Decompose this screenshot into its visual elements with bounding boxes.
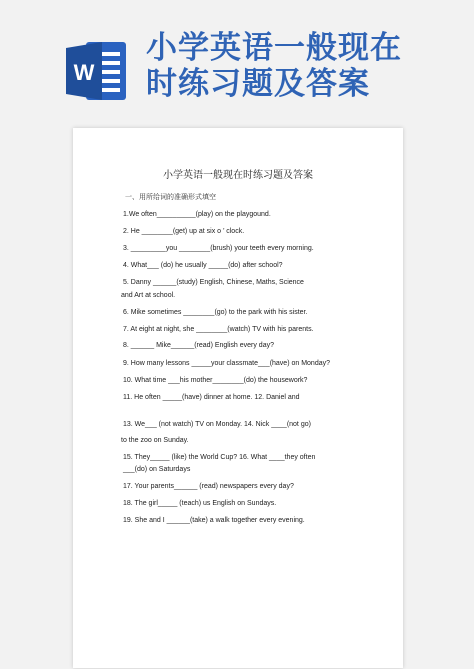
- question-line: 15. They_____ (like) the World Cup? 16. What ____they often: [123, 454, 316, 461]
- document-page: [73, 128, 403, 668]
- question-line: 8. ______ Mike______(read) English every day?: [123, 342, 274, 349]
- question-line: 18. The girl_____ (teach) us English on Sundays.: [123, 500, 277, 507]
- question-line: to the zoo on Sunday.: [121, 437, 189, 444]
- question-line: 1.We often__________(play) on the playgound.: [123, 211, 271, 218]
- question-line: 4. What___ (do) he usually _____(do) after school?: [123, 262, 283, 269]
- question-line: 5. Danny ______(study) English, Chinese, Maths, Science: [123, 279, 304, 286]
- question-line: 17. Your parents______ (read) newspapers every day?: [123, 483, 294, 490]
- question-line: 7. At eight at night, she ________(watch) TV with his parents.: [123, 326, 314, 333]
- question-line: 6. Mike sometimes ________(go) to the park with his sister.: [123, 309, 308, 316]
- document-title: 小学英语一般现在时练习题及答案: [163, 170, 313, 181]
- question-line: 19. She and I ______(take) a walk together every evening.: [123, 517, 305, 524]
- question-line: 2. He ________(get) up at six o ’ clock.: [123, 228, 245, 235]
- question-line: ___(do) on Saturdays: [123, 466, 191, 473]
- word-document-icon: [66, 40, 128, 102]
- banner-title: [146, 30, 402, 102]
- section-heading: 一、用所给词的准确形式填空: [125, 193, 216, 201]
- question-line: 9. How many lessons _____your classmate___(have) on Monday?: [123, 360, 331, 367]
- question-line: 3. _________you ________(brush) your teeth every morning.: [123, 245, 314, 252]
- question-line: 13. We___ (not watch) TV on Monday. 14. Nick ____(not go): [123, 421, 311, 428]
- word-icon-letter: W: [73, 60, 95, 85]
- banner: [0, 0, 474, 128]
- banner-title-line2: 时练习题及答案: [146, 66, 370, 102]
- question-line: 10. What time ___his mother________(do) the housework?: [123, 377, 308, 384]
- question-line: 11. He often _____(have) dinner at home. 12. Daniel and: [123, 394, 300, 401]
- question-line: and Art at school.: [121, 292, 176, 299]
- banner-title-line1: 小学英语一般现在: [146, 30, 402, 66]
